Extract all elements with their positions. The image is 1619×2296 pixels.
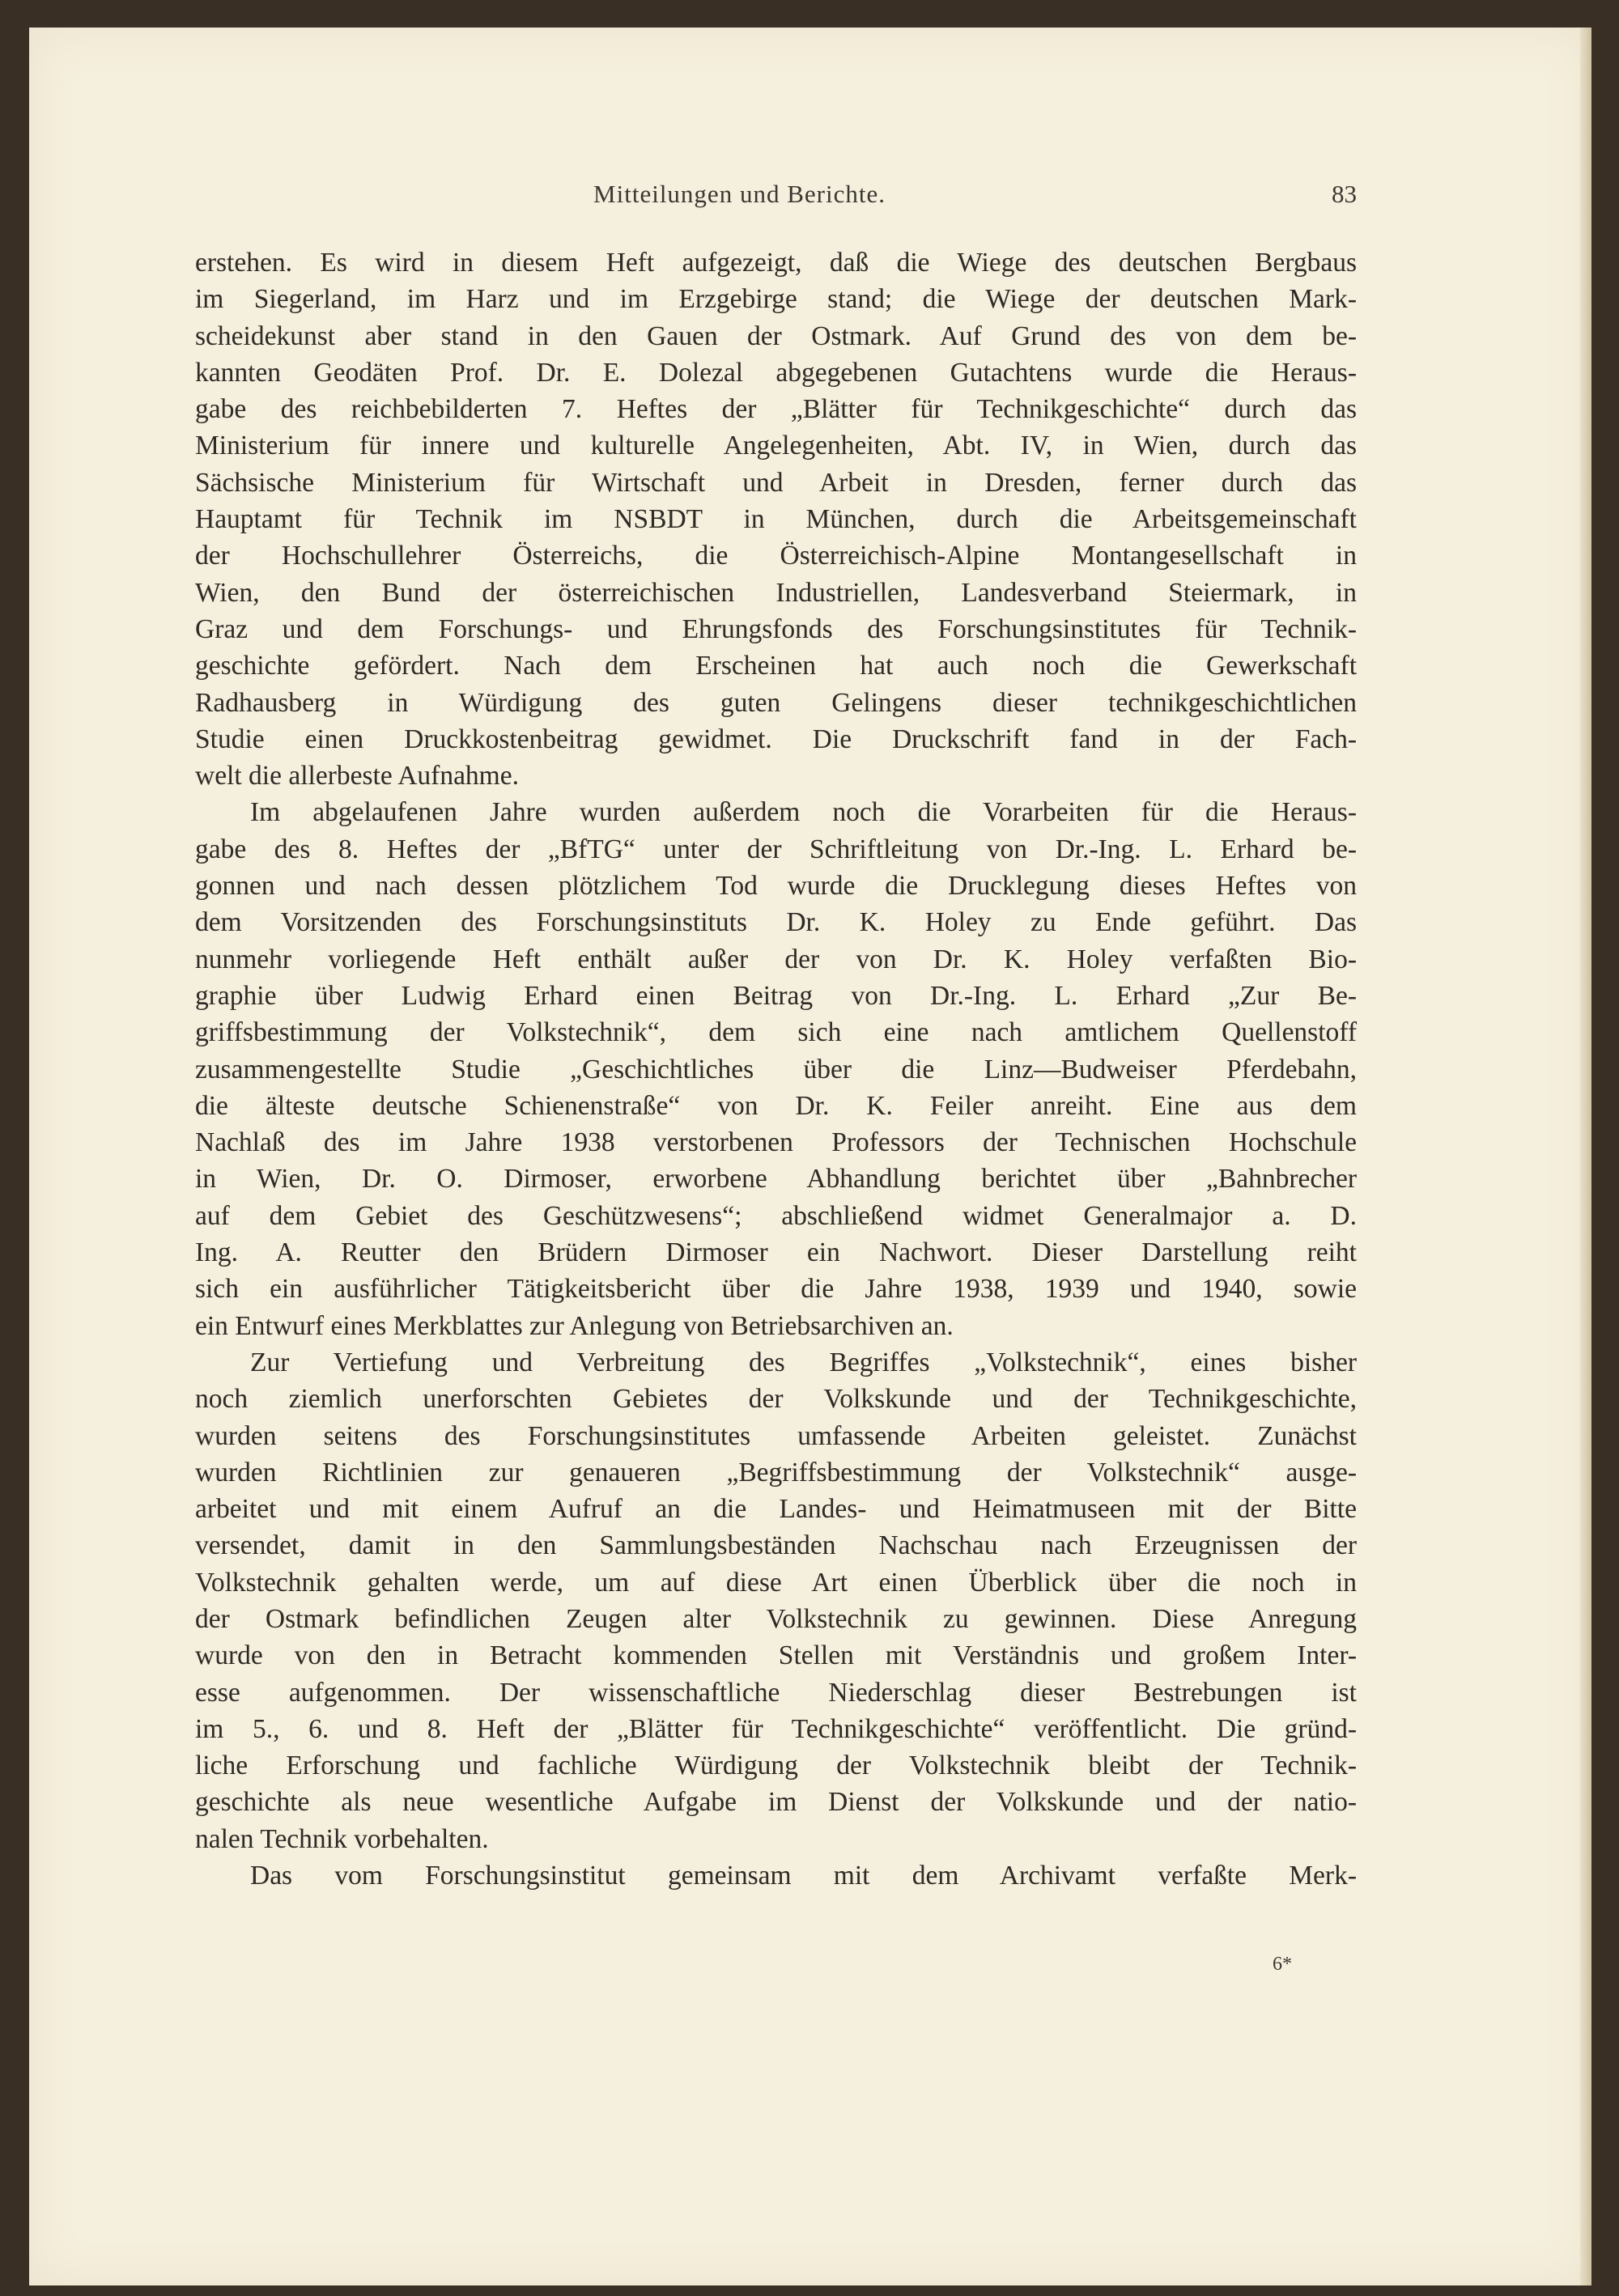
text-line: die älteste deutsche Schienenstraße“ von Dr. K. Feiler anreiht. Eine aus dem [195, 1090, 1357, 1121]
text-line: Radhausberg in Würdigung des guten Gelingens dieser technikgeschichtlichen [195, 687, 1357, 718]
header-title: Mitteilungen und Berichte. [593, 180, 886, 208]
signature-mark: 6* [1273, 1954, 1292, 1975]
text-line: nalen Technik vorbehalten. [195, 1823, 489, 1854]
text-line: geschichte gefördert. Nach dem Erscheinen hat auch noch die Gewerkschaft [195, 651, 1357, 681]
text-line: Graz und dem Forschungs- und Ehrungsfonds des Forschungsinstitutes für Technik- [195, 613, 1357, 644]
body-text [195, 244, 1357, 1894]
text-line: Das vom Forschungsinstitut gemeinsam mit dem Archivamt verfaßte Merk- [250, 1861, 1357, 1891]
text-line: Sächsische Ministerium für Wirtschaft und Arbeit in Dresden, ferner durch das [195, 467, 1357, 498]
text-line: liche Erforschung und fachliche Würdigung der Volkstechnik bleibt der Technik- [195, 1751, 1357, 1781]
text-line: sich ein ausführlicher Tätigkeitsbericht über die Jahre 1938, 1939 und 1940, sowie [195, 1274, 1357, 1305]
text-line: dem Vorsitzenden des Forschungsinstituts Dr. K. Holey zu Ende geführt. Das [195, 907, 1357, 938]
text-line: Studie einen Druckkostenbeitrag gewidmet. Die Druckschrift fand in der Fach- [195, 724, 1357, 754]
text-line: welt die allerbeste Aufnahme. [195, 761, 519, 792]
text-line: Wien, den Bund der österreichischen Industriellen, Landesverband Steiermark, in [195, 577, 1357, 608]
text-line: Volkstechnik gehalten werde, um auf diese Art einen Überblick über die noch in [195, 1567, 1357, 1598]
text-line: gonnen und nach dessen plötzlichem Tod wurde die Drucklegung dieses Heftes von [195, 871, 1357, 902]
text-line: wurden Richtlinien zur genaueren „Begriffsbestimmung der Volkstechnik“ ausge- [195, 1457, 1357, 1488]
text-line: Hauptamt für Technik im NSBDT in München, durch die Arbeitsgemeinschaft [195, 504, 1357, 535]
text-line: scheidekunst aber stand in den Gauen der Ostmark. Auf Grund des von dem be- [195, 320, 1357, 351]
text-line: wurde von den in Betracht kommenden Stellen mit Verständnis und großem Inter- [195, 1640, 1357, 1671]
text-line: der Ostmark befindlichen Zeugen alter Volkstechnik zu gewinnen. Diese Anregung [195, 1603, 1357, 1634]
text-line: Zur Vertiefung und Verbreitung des Begriffes „Volkstechnik“, eines bisher [250, 1347, 1357, 1377]
text-line: kannten Geodäten Prof. Dr. E. Dolezal abgegebenen Gutachtens wurde die Heraus- [195, 357, 1357, 388]
text-line: zusammengestellte Studie „Geschichtliches über die Linz—Budweiser Pferdebahn, [195, 1054, 1357, 1084]
running-header [195, 180, 1357, 225]
text-line: nunmehr vorliegende Heft enthält außer der von Dr. K. Holey verfaßten Bio- [195, 944, 1357, 974]
text-line: graphie über Ludwig Erhard einen Beitrag von Dr.-Ing. L. Erhard „Zur Be- [195, 980, 1357, 1011]
text-line: griffsbestimmung der Volkstechnik“, dem sich eine nach amtlichem Quellenstoff [195, 1017, 1357, 1048]
text-line: gabe des reichbebilderten 7. Heftes der „Blätter für Technikgeschichte“ durch das [195, 394, 1357, 425]
book-page [29, 28, 1591, 2285]
text-line: Ing. A. Reutter den Brüdern Dirmoser ein Nachwort. Dieser Darstellung reiht [195, 1237, 1357, 1268]
text-line: im Siegerland, im Harz und im Erzgebirge stand; die Wiege der deutschen Mark- [195, 284, 1357, 315]
text-line: arbeitet und mit einem Aufruf an die Landes- und Heimatmuseen mit der Bitte [195, 1494, 1357, 1525]
text-line: wurden seitens des Forschungsinstitutes umfassende Arbeiten geleistet. Zunächst [195, 1420, 1357, 1451]
page-edge [1580, 28, 1591, 2285]
text-line: geschichte als neue wesentliche Aufgabe im Dienst der Volkskunde und der natio- [195, 1787, 1357, 1818]
text-line: in Wien, Dr. O. Dirmoser, erworbene Abhandlung berichtet über „Bahnbrecher [195, 1164, 1357, 1195]
text-line: auf dem Gebiet des Geschützwesens“; abschließend widmet Generalmajor a. D. [195, 1200, 1357, 1231]
text-line: Nachlaß des im Jahre 1938 verstorbenen Professors der Technischen Hochschule [195, 1127, 1357, 1158]
text-line: versendet, damit in den Sammlungsbeständen Nachschau nach Erzeugnissen der [195, 1530, 1357, 1561]
text-line: Im abgelaufenen Jahre wurden außerdem noch die Vorarbeiten für die Heraus- [250, 797, 1357, 828]
text-line: gabe des 8. Heftes der „BfTG“ unter der Schriftleitung von Dr.-Ing. L. Erhard be- [195, 834, 1357, 864]
text-line: noch ziemlich unerforschten Gebietes der Volkskunde und der Technikgeschichte, [195, 1384, 1357, 1415]
text-line: ein Entwurf eines Merkblattes zur Anlegung von Betriebsarchiven an. [195, 1310, 954, 1341]
text-line: Ministerium für innere und kulturelle Angelegenheiten, Abt. IV, in Wien, durch das [195, 431, 1357, 461]
page-number: 83 [1332, 180, 1357, 208]
text-line: esse aufgenommen. Der wissenschaftliche Niederschlag dieser Bestrebungen ist [195, 1677, 1357, 1708]
text-line: im 5., 6. und 8. Heft der „Blätter für Technikgeschichte“ veröffentlicht. Die gründ- [195, 1713, 1357, 1744]
text-line: erstehen. Es wird in diesem Heft aufgezeigt, daß die Wiege des deutschen Bergbaus [195, 248, 1357, 278]
text-line: der Hochschullehrer Österreichs, die Österreichisch-Alpine Montangesellschaft in [195, 541, 1357, 571]
